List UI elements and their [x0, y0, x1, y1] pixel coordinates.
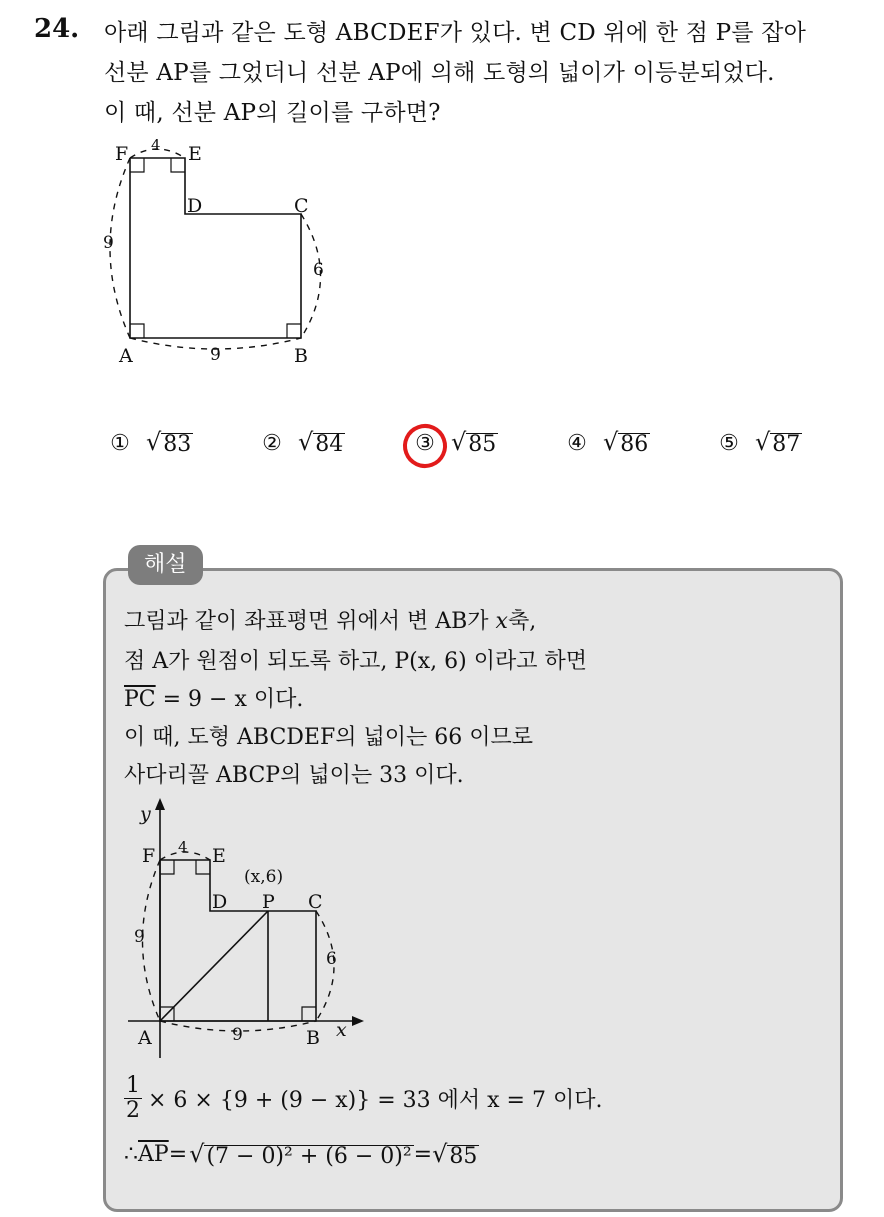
- question-line-1: 아래 그림과 같은 도형 ABCDEF가 있다. 변 CD 위에 한 점 P를 잡아: [104, 20, 807, 46]
- choice-1-mark: ①: [110, 430, 130, 456]
- solution-line-2: 점 A가 원점이 되도록 하고, P(x, 6) 이라고 하면: [124, 649, 587, 674]
- choice-4-mark: ④: [567, 430, 587, 456]
- label-B2: B: [306, 1027, 320, 1049]
- solution-line-1: 그림과 같이 좌표평면 위에서 변 AB가 x축,: [124, 609, 537, 634]
- segment-AP: [160, 911, 268, 1021]
- label-E2: E: [212, 845, 226, 867]
- equation-1: $\frac{1}{2}$ × 6 × {9 + (9 − x)} = 33 에서 x = 7 이다.: [126, 1073, 603, 1123]
- question-line-3: 이 때, 선분 AP의 길이를 구하면?: [104, 100, 441, 126]
- question-number: 24.: [34, 14, 80, 44]
- dim-bottom: 9: [210, 345, 221, 365]
- choice-5[interactable]: ⑤ √ 87: [717, 430, 802, 456]
- choice-2[interactable]: ② √ 84: [260, 430, 345, 456]
- dim-right: 6: [313, 260, 324, 280]
- solution-line-4: 이 때, 도형 ABCDEF의 넓이는 66 이므로: [124, 725, 533, 750]
- equation-2: ∴ $\overline{AP}$ = √ (7 − 0)² + (6 − 0)² = √ 85: [124, 1140, 478, 1169]
- label-F: F: [115, 143, 129, 165]
- solution-line-5: 사다리꼴 ABCP의 넓이는 33 이다.: [124, 763, 464, 788]
- label-E: E: [188, 143, 202, 165]
- label-C: C: [294, 195, 309, 217]
- dim-top: 4: [151, 136, 161, 154]
- choice-2-mark: ②: [262, 430, 282, 456]
- dim2-top: 4: [178, 838, 188, 856]
- label-coord: (x,6): [244, 867, 284, 887]
- choice-5-value: 87: [772, 432, 801, 457]
- axis-label-y: y: [140, 803, 151, 825]
- y-arrow: [155, 798, 165, 810]
- label-A: A: [119, 345, 133, 367]
- choice-4-value: 86: [620, 432, 649, 457]
- choice-4[interactable]: ④ √ 86: [565, 430, 650, 456]
- question-line-2: 선분 AP를 그었더니 선분 AP에 의해 도형의 넓이가 이등분되었다.: [104, 60, 775, 86]
- dim2-bottom: 9: [232, 1025, 243, 1045]
- answer-circle-mark: [397, 418, 453, 474]
- figure-outline: [130, 158, 301, 338]
- solution-tag: 해설: [128, 545, 203, 585]
- label-C2: C: [308, 891, 323, 913]
- figure-coordinate: [120, 796, 380, 1060]
- label-A2: A: [138, 1027, 152, 1049]
- dim-left: 9: [103, 233, 114, 253]
- dim2-left: 9: [134, 927, 145, 947]
- label-D2: D: [212, 891, 228, 913]
- choice-3[interactable]: ③ √ 85: [413, 430, 498, 456]
- label-P: P: [262, 891, 275, 913]
- x-arrow: [352, 1016, 364, 1026]
- label-F2: F: [142, 845, 156, 867]
- choice-1[interactable]: ① √ 83: [108, 430, 193, 456]
- figure-hexagon: [95, 130, 345, 370]
- choice-3-mark: ③: [415, 430, 435, 456]
- axis-label-x: x: [336, 1019, 347, 1041]
- choice-3-value: 85: [468, 432, 497, 457]
- choice-5-mark: ⑤: [719, 430, 739, 456]
- solution-line-3: $\overline{PC} = 9 - x$ 이다.: [124, 687, 304, 712]
- choice-2-value: 84: [315, 432, 344, 457]
- choice-1-value: 83: [163, 432, 192, 457]
- label-B: B: [294, 345, 308, 367]
- dim2-right: 6: [326, 949, 337, 969]
- label-D: D: [187, 195, 203, 217]
